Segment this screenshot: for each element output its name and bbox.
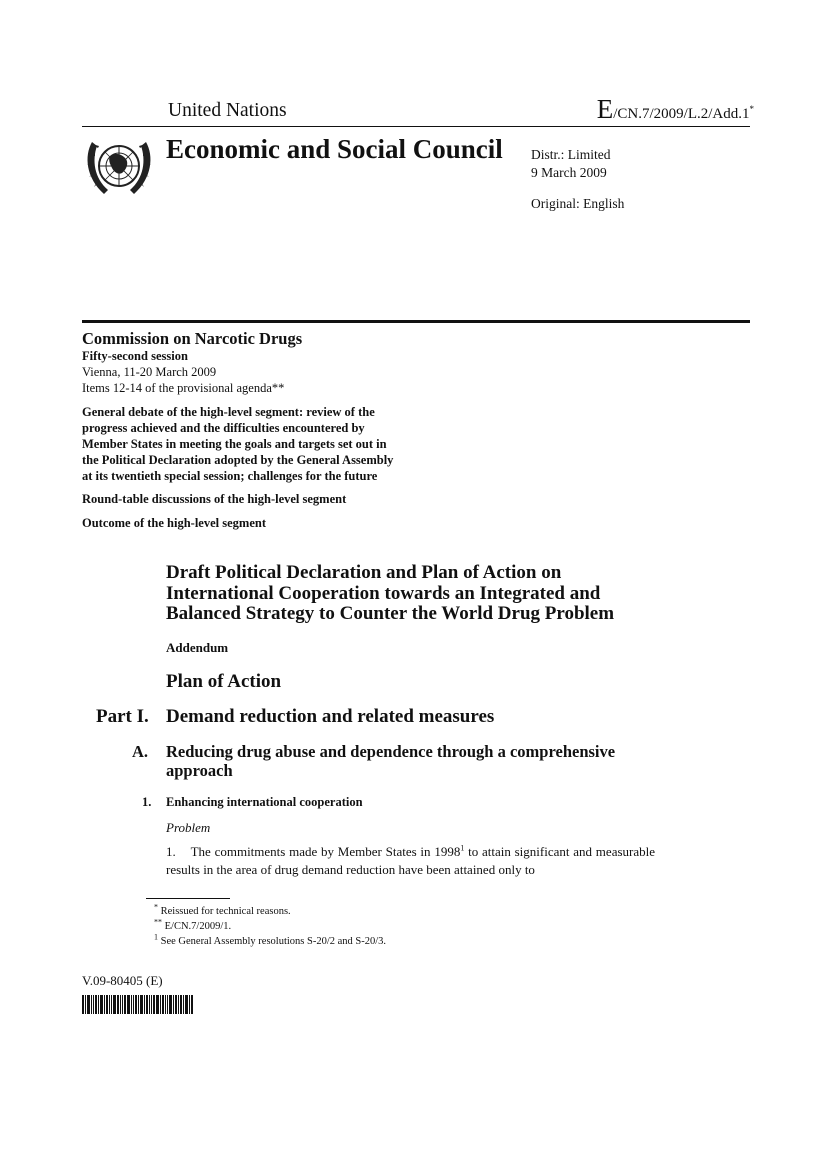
section-title-line: approach — [166, 761, 233, 780]
subsection-number: 1. — [142, 795, 152, 809]
session: Fifty-second session — [82, 349, 188, 363]
subsection-title: Enhancing international cooperation — [166, 795, 363, 809]
section-label: A. — [132, 742, 149, 761]
title-line: Balanced Strategy to Counter the World Drug Problem — [166, 603, 615, 624]
un-emblem-icon — [82, 134, 156, 200]
place-date: Vienna, 11-20 March 2009 — [82, 365, 217, 379]
paragraph-lead: 1. The commitments made by Member States in 1998 — [166, 844, 461, 859]
document-date: 9 March 2009 — [531, 165, 607, 180]
organization-name: United Nations — [168, 100, 287, 121]
footnote-mark: * — [154, 902, 158, 912]
document-symbol — [597, 96, 754, 123]
section-title-line: Reducing drug abuse and dependence through a comprehensive — [166, 742, 616, 761]
footnote-3 — [154, 932, 387, 947]
agenda-line: Member States in meeting the goals and targets set out in — [82, 437, 387, 451]
plan-heading: Plan of Action — [166, 671, 282, 692]
agenda-line: progress achieved and the difficulties encountered by — [82, 421, 365, 435]
footnote-text: E/CN.7/2009/1. — [162, 921, 232, 932]
part-title: Demand reduction and related measures — [166, 706, 495, 727]
footnote-text: Reissued for technical reasons. — [158, 906, 291, 917]
agenda-items: Items 12-14 of the provisional agenda** — [82, 381, 285, 395]
commission-name: Commission on Narcotic Drugs — [82, 329, 303, 348]
distribution: Distr.: Limited — [531, 147, 611, 162]
paragraph-rest: to attain significant and measurable results in the area of drug demand reduction have been attained only to — [166, 844, 656, 877]
footnote-rule — [146, 898, 230, 899]
section-title — [166, 742, 615, 780]
addendum-label: Addendum — [166, 640, 229, 655]
distribution-block — [531, 146, 611, 182]
header-rule — [82, 126, 750, 127]
footnote-mark: 1 — [154, 932, 158, 942]
section-rule — [82, 320, 750, 323]
symbol-mark: * — [749, 104, 754, 114]
footnote-text: See General Assembly resolutions S-20/2 and S-20/3. — [158, 936, 387, 947]
agenda-line: General debate of the high-level segment: review of the — [82, 405, 375, 419]
footnote-1 — [154, 902, 291, 917]
agenda-line: at its twentieth special session; challenges for the future — [82, 469, 378, 483]
footnote-ref: 1 — [460, 843, 465, 853]
outcome-item: Outcome of the high-level segment — [82, 516, 266, 530]
council-name: Economic and Social Council — [166, 134, 503, 164]
symbol-rest: /CN.7/2009/L.2/Add.1 — [613, 106, 750, 122]
paragraph-1 — [166, 843, 655, 879]
agenda-description — [82, 404, 393, 484]
document-number: V.09-80405 (E) — [82, 973, 163, 988]
barcode — [82, 995, 222, 1014]
title-line: Draft Political Declaration and Plan of Action on — [166, 562, 562, 583]
part-number: Part I. — [96, 706, 149, 727]
original-language: Original: English — [531, 196, 625, 211]
agenda-line: the Political Declaration adopted by the General Assembly — [82, 453, 394, 467]
document-title — [166, 563, 614, 625]
title-line: International Cooperation towards an Integrated and — [166, 582, 601, 604]
problem-heading: Problem — [166, 820, 211, 835]
footnote-mark: ** — [154, 917, 162, 927]
symbol-initial: E — [596, 94, 614, 124]
footnote-2 — [154, 917, 232, 932]
roundtable-item: Round-table discussions of the high-level segment — [82, 492, 347, 506]
